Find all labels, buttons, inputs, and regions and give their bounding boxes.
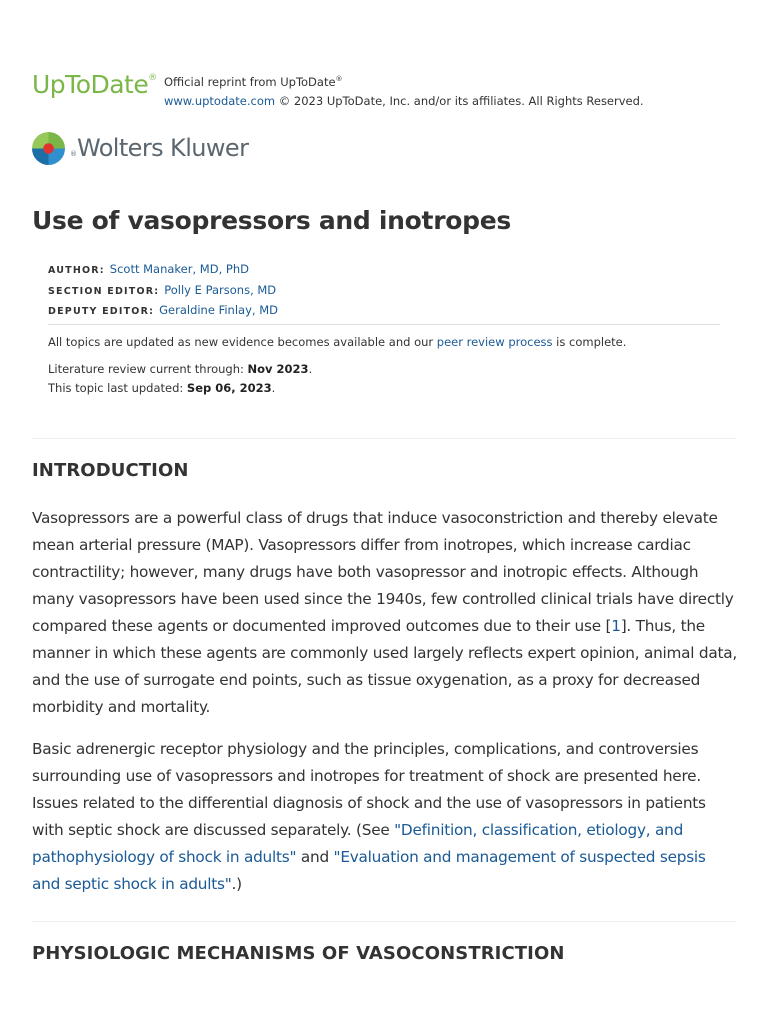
reprint-label-text: Official reprint from UpToDate [164, 74, 336, 89]
intro-paragraph-2 [32, 736, 738, 898]
wolters-kluwer-mark-icon [32, 132, 65, 165]
reprint-info [164, 70, 644, 111]
peer-review-link[interactable]: peer review process [436, 335, 553, 349]
copyright-text: © 2023 UpToDate, Inc. and/or its affiliates. All Rights Reserved. [278, 93, 644, 108]
last-updated-value: Sep 06, 2023 [186, 381, 272, 395]
sepsis-evaluation-link[interactable]: "Evaluation and management of suspected sepsis and septic shock in adults" [32, 848, 706, 893]
reprint-header [32, 68, 736, 108]
intro-p2-end: .) [231, 875, 242, 893]
author-line [48, 260, 720, 281]
divider [48, 324, 720, 325]
last-updated-end: . [271, 381, 276, 395]
copyright-line [164, 92, 644, 111]
wolters-kluwer-wordmark [70, 134, 248, 162]
uptodate-site-link[interactable]: www.uptodate.com [164, 93, 276, 108]
intro-p2-conjunction: and [296, 848, 334, 866]
last-updated-label: This topic last updated: [48, 381, 187, 395]
reference-link-1[interactable]: 1 [611, 617, 621, 635]
update-notice [48, 333, 720, 351]
section-divider [32, 438, 736, 439]
last-updated-date [48, 379, 720, 398]
publisher-mark: ® [70, 150, 77, 158]
update-notice-text: All topics are updated as new evidence becomes available and our [48, 335, 437, 349]
intro-p1-text: Vasopressors are a powerful class of drugs that induce vasoconstriction and thereby elevate mean arterial pressure (MAP). Vasopressors differ from inotropes, which increase cardiac contractility; however, many drugs have both vasopressor and inotropic effects. Although many vasopressors have been used since the 1940s, few controlled clinical trials have directly compared these agents or documented improved outcomes due to their use [ [32, 509, 734, 635]
section-editor-role: SECTION EDITOR: [48, 285, 160, 297]
literature-review-date [48, 360, 720, 379]
lit-review-end: . [308, 362, 313, 376]
lit-review-label: Literature review current through: [48, 362, 248, 376]
section-heading-physiologic-mechanisms: PHYSIOLOGIC MECHANISMS OF VASOCONSTRICTION [32, 943, 565, 964]
section-divider [32, 921, 736, 922]
publisher-name: Wolters Kluwer [77, 134, 249, 162]
uptodate-logo-reg: ® [148, 72, 157, 83]
shock-definition-link[interactable]: "Definition, classification, etiology, and pathophysiology of shock in adults" [32, 821, 684, 866]
deputy-editor-line [48, 301, 720, 322]
author-role: AUTHOR: [48, 265, 105, 276]
section-heading-introduction: INTRODUCTION [32, 460, 189, 481]
uptodate-logo[interactable] [32, 70, 157, 99]
intro-paragraph-1 [32, 505, 738, 721]
reprint-reg-mark: ® [335, 75, 343, 83]
uptodate-logo-text: UpToDate [32, 70, 149, 99]
update-notice-end: is complete. [552, 335, 627, 349]
intro-p2-text: Basic adrenergic receptor physiology and the principles, complications, and controversies surrounding use of vasopressors and inotropes for treatment of shock are presented here. Issues related to the differential diagnosis of shock and the use of vasopressors in patients with septic shock are discussed separately. (See [32, 740, 706, 839]
review-dates [48, 360, 720, 398]
author-link[interactable]: Scott Manaker, MD, PhD [109, 262, 249, 276]
section-editor-link[interactable]: Polly E Parsons, MD [164, 282, 277, 297]
deputy-editor-link[interactable]: Geraldine Finlay, MD [159, 303, 278, 318]
deputy-editor-role: DEPUTY EDITOR: [48, 306, 155, 318]
section-editor-line [48, 281, 720, 302]
intro-p1-text-end: ]. Thus, the manner in which these agents are commonly used largely reflects expert opinion, animal data, and the use of surrogate end points, such as tissue oxygenation, as a proxy for decreased morbidity and mortality. [32, 617, 737, 716]
lit-review-value: Nov 2023 [247, 362, 309, 376]
editor-list [48, 260, 720, 322]
page-title: Use of vasopressors and inotropes [32, 206, 511, 235]
reprint-label [164, 70, 644, 92]
